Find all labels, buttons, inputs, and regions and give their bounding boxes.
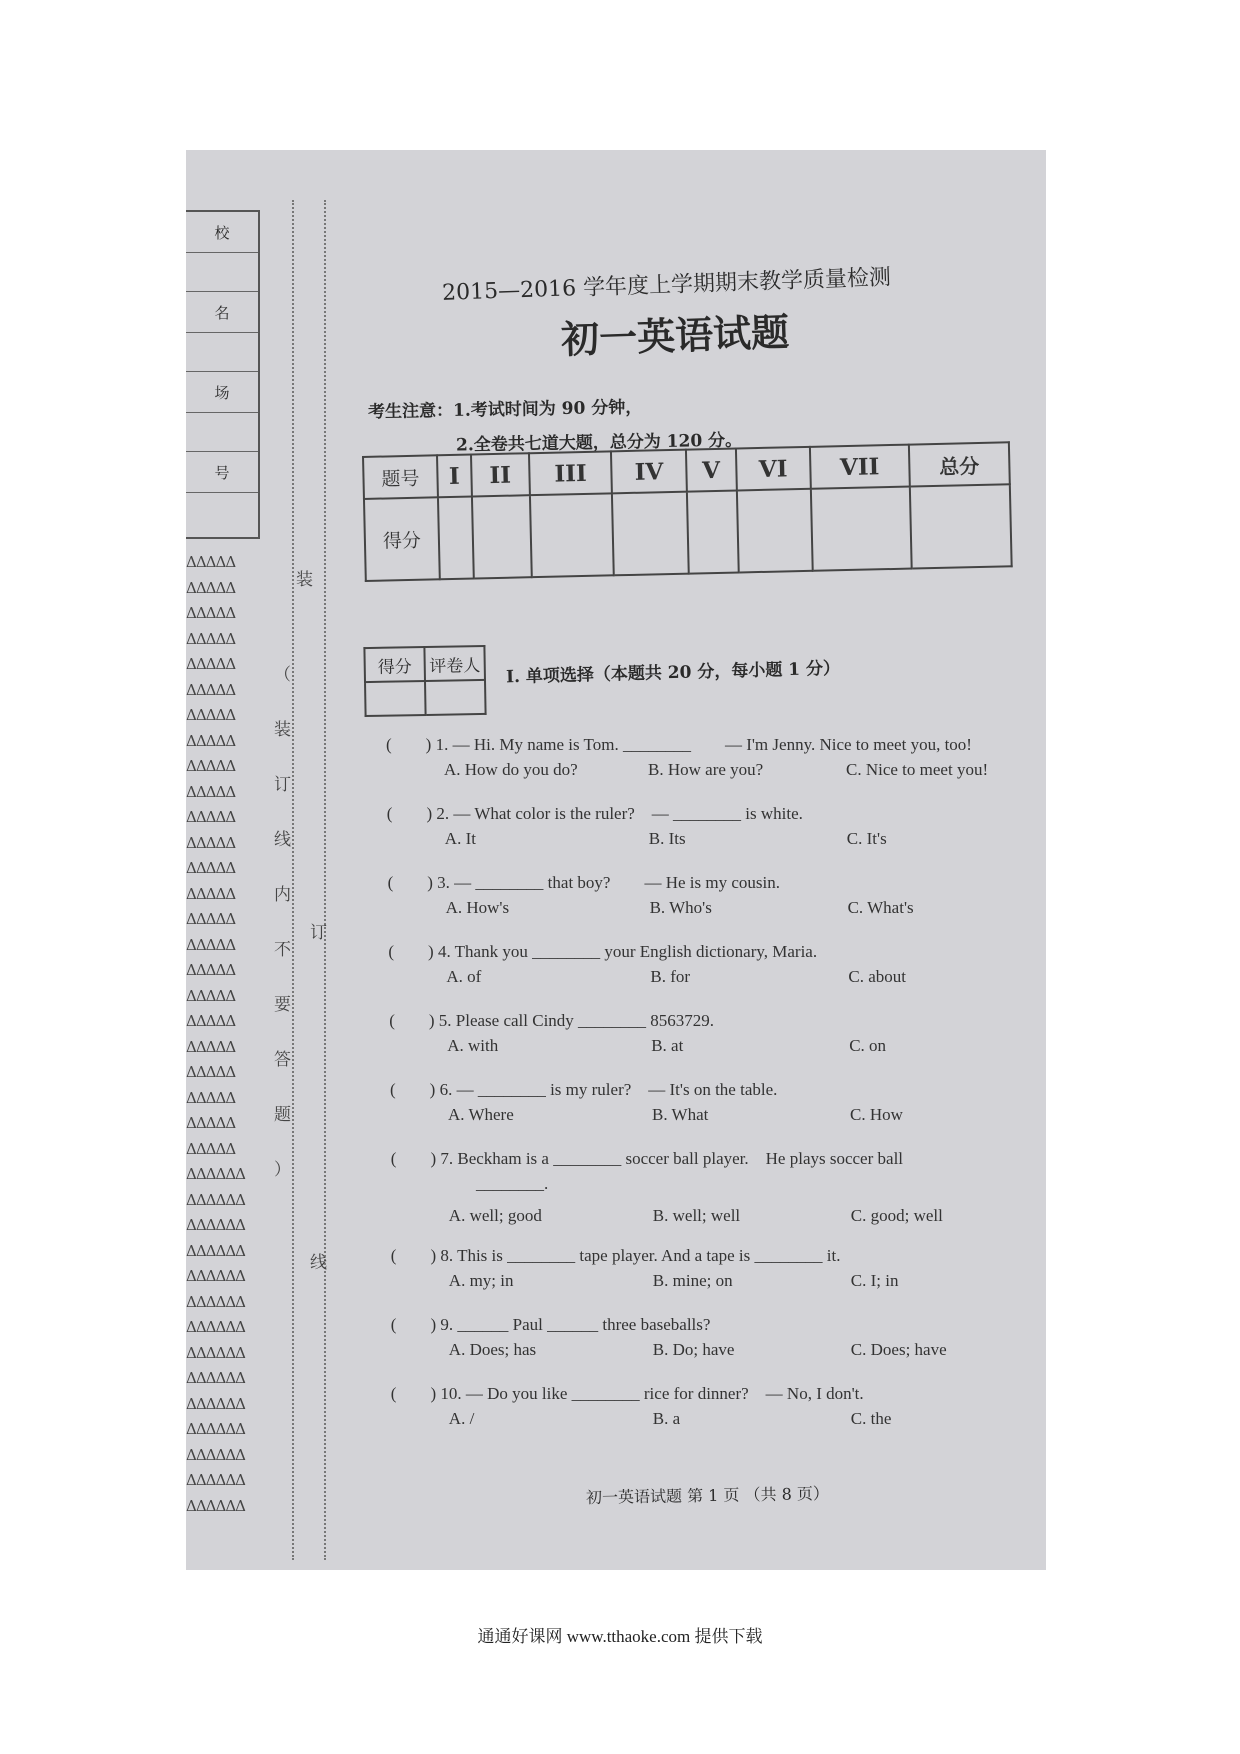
option-c[interactable]: C. How (850, 1105, 903, 1124)
binding-warning-char: 内 (274, 885, 291, 905)
option-a[interactable]: A. of (446, 967, 482, 986)
triangle-row: ΔΔΔΔΔ (186, 884, 236, 903)
option-c[interactable]: C. What's (847, 898, 914, 917)
triangle-row: ΔΔΔΔΔ (186, 706, 236, 724)
option-a[interactable]: A. well; good (448, 1206, 542, 1225)
score-cell[interactable] (910, 484, 1012, 568)
triangle-row: ΔΔΔΔΔ (186, 935, 236, 954)
binding-warning-char: 装 (274, 720, 291, 740)
score-cell[interactable] (530, 493, 614, 577)
triangle-row: ΔΔΔΔΔ (186, 1114, 236, 1132)
score-col-header: IV (611, 450, 686, 494)
grader-header-score: 得分 (364, 647, 425, 682)
question-stem (391, 1241, 841, 1266)
exam-header-line: 2015—2016 学年度上学期期末教学质量检测 (441, 265, 892, 306)
question-stem (387, 799, 803, 824)
score-cell[interactable] (736, 489, 812, 573)
score-col-header: V (686, 449, 737, 492)
option-b[interactable]: B. for (650, 967, 691, 986)
option-b[interactable]: B. well; well (652, 1206, 741, 1225)
question-text: 10. — Do you like ________ rice for dinner? — No, I don't. (440, 1384, 864, 1403)
triangle-row: ΔΔΔΔΔ (186, 553, 236, 571)
question-stem (391, 1379, 864, 1404)
triangle-row: ΔΔΔΔΔ (186, 604, 236, 622)
grader-cell[interactable] (365, 681, 426, 716)
download-note: 通通好课网 www.tthaoke.com 提供下载 (477, 1627, 763, 1646)
triangle-row: ΔΔΔΔΔ (186, 655, 236, 673)
answer-paren[interactable]: ( ) (388, 942, 434, 961)
question-text: 2. — What color is the ruler? — ________ is white. (436, 804, 803, 823)
binding-warning-char: 线 (274, 830, 291, 850)
info-label-number: 号 (186, 452, 258, 493)
option-b[interactable]: B. at (651, 1036, 684, 1055)
triangle-row: ΔΔΔΔΔ (186, 1012, 236, 1030)
info-blank (186, 413, 258, 452)
question-stem (389, 1006, 714, 1031)
notice-line-1: 考生注意：1.考试时间为 90 分钟， (367, 397, 643, 423)
answer-paren[interactable]: ( ) (390, 1384, 437, 1403)
triangle-row: ΔΔΔΔΔΔ (186, 1394, 245, 1413)
triangle-row: ΔΔΔΔΔΔ (186, 1190, 245, 1209)
score-col-header: VI (735, 447, 810, 491)
option-b[interactable]: B. a (652, 1409, 681, 1428)
triangle-row: ΔΔΔΔΔ (186, 629, 236, 648)
option-a[interactable]: A. How's (445, 898, 510, 917)
option-b[interactable]: B. Do; have (652, 1340, 735, 1359)
score-row-label: 题号 (363, 455, 438, 499)
binding-warning-char: 订 (274, 775, 291, 795)
binding-outer-char: 订 (310, 923, 327, 943)
score-table (362, 441, 1013, 582)
binding-outer-char: 装 (296, 570, 313, 590)
info-label-school: 校 (186, 212, 258, 253)
binding-warning-char: （ (274, 665, 291, 685)
grader-cell[interactable] (425, 680, 486, 715)
question-text: 4. Thank you ________ your English dictionary, Maria. (437, 942, 818, 961)
triangle-row: ΔΔΔΔΔ (186, 782, 236, 801)
page-footer: 初一英语试题 第 1 页 （共 8 页） (585, 1483, 830, 1508)
binding-warning-char: 题 (274, 1105, 291, 1125)
question-text: 6. — ________ is my ruler? — It's on the table. (439, 1080, 778, 1099)
triangle-row: ΔΔΔΔΔΔ (186, 1471, 245, 1489)
notice-line-2: 2.全卷共七道大题，总分为 120 分。 (455, 430, 743, 456)
student-info-box (186, 210, 260, 539)
question-stem (388, 868, 780, 893)
answer-paren[interactable]: ( ) (390, 1246, 437, 1265)
option-b[interactable]: B. Who's (649, 898, 712, 917)
answer-paren[interactable]: ( ) (389, 1011, 435, 1030)
triangle-row: ΔΔΔΔΔ (186, 731, 236, 750)
score-cell[interactable] (472, 495, 532, 578)
triangle-row: ΔΔΔΔΔΔ (186, 1216, 245, 1234)
option-c[interactable]: C. the (850, 1409, 892, 1428)
triangle-row: ΔΔΔΔΔ (186, 1063, 236, 1081)
option-c[interactable]: C. about (848, 967, 906, 986)
score-cell[interactable] (811, 487, 912, 571)
answer-paren[interactable]: ( ) (390, 1149, 437, 1168)
triangle-row: ΔΔΔΔΔΔ (186, 1292, 245, 1311)
option-b[interactable]: B. Its (648, 829, 686, 848)
grader-header-grader: 评卷人 (424, 646, 485, 681)
triangle-row: ΔΔΔΔΔ (186, 859, 236, 877)
binding-line-outer (324, 200, 326, 1560)
option-c[interactable]: C. good; well (850, 1206, 943, 1225)
answer-paren[interactable]: ( ) (386, 804, 433, 823)
question-text: 1. — Hi. My name is Tom. ________ — I'm Jenny. Nice to meet you, too! (435, 735, 972, 754)
option-a[interactable]: A. How do you do? (444, 760, 578, 779)
triangle-row: ΔΔΔΔΔΔ (186, 1241, 245, 1260)
info-label-room: 场 (186, 372, 258, 413)
binding-warning-char: 不 (274, 940, 291, 960)
binding-line-inner (292, 200, 294, 1560)
triangle-row: ΔΔΔΔΔΔ (186, 1369, 245, 1387)
option-c[interactable]: C. on (849, 1036, 887, 1055)
triangle-row: ΔΔΔΔΔ (186, 757, 236, 775)
question-stem (391, 1310, 711, 1335)
triangle-row: ΔΔΔΔΔ (186, 680, 236, 699)
triangle-row: ΔΔΔΔΔΔ (186, 1318, 245, 1336)
score-row-label: 得分 (364, 497, 440, 581)
triangle-row: ΔΔΔΔΔΔ (186, 1445, 245, 1464)
question-text: 8. This is ________ tape player. And a tape is ________ it. (440, 1246, 841, 1265)
question-stem (390, 1075, 777, 1100)
score-cell[interactable] (438, 497, 473, 580)
triangle-row: ΔΔΔΔΔΔ (186, 1267, 245, 1285)
answer-paren[interactable]: ( ) (386, 735, 432, 754)
score-col-header-total: 总分 (909, 442, 1010, 486)
question-stem (386, 730, 972, 755)
triangle-row: ΔΔΔΔΔ (186, 1088, 236, 1107)
question-7-continuation: ________. (476, 1174, 549, 1193)
answer-paren[interactable]: ( ) (387, 873, 433, 892)
question-text: 7. Beckham is a ________ soccer ball player. He plays soccer ball (440, 1149, 904, 1168)
triangle-row: ΔΔΔΔΔΔ (186, 1496, 245, 1515)
question-text: 9. ______ Paul ______ three baseballs? (440, 1315, 711, 1334)
question-text: 3. — ________ that boy? — He is my cousin. (437, 873, 780, 892)
info-blank (186, 333, 258, 372)
score-col-header: I (437, 455, 472, 498)
score-cell[interactable] (612, 492, 688, 576)
option-a[interactable]: A. Does; has (448, 1340, 537, 1359)
option-a[interactable]: A. with (447, 1036, 499, 1055)
triangle-row: ΔΔΔΔΔ (186, 808, 236, 826)
option-a[interactable]: A. Where (448, 1105, 514, 1124)
triangle-row: ΔΔΔΔΔ (186, 1037, 236, 1056)
option-c[interactable]: C. Does; have (850, 1340, 947, 1359)
option-c[interactable]: C. It's (846, 829, 887, 848)
triangle-row: ΔΔΔΔΔ (186, 1139, 236, 1158)
option-c[interactable]: C. I; in (850, 1271, 899, 1290)
score-col-header: VII (810, 445, 910, 489)
question-stem (388, 937, 817, 962)
exam-subject-title: 初一英语试题 (560, 309, 790, 362)
option-b[interactable]: B. How are you? (648, 760, 764, 779)
exam-page-scan (186, 150, 1046, 1570)
triangle-row: ΔΔΔΔΔΔ (186, 1420, 245, 1438)
question-text: 5. Please call Cindy ________ 8563729. (438, 1011, 715, 1030)
answer-paren[interactable]: ( ) (390, 1315, 437, 1334)
triangle-row: ΔΔΔΔΔ (186, 578, 236, 597)
binding-warning-char: 要 (274, 995, 291, 1015)
info-blank (186, 493, 258, 531)
binding-outer-char: 线 (310, 1253, 327, 1273)
question-stem (391, 1144, 903, 1169)
option-c[interactable]: C. Nice to meet you! (846, 760, 989, 779)
triangle-row: ΔΔΔΔΔΔ (186, 1165, 245, 1183)
triangle-pattern (186, 550, 266, 1519)
score-cell[interactable] (687, 491, 739, 574)
option-a[interactable]: A. my; in (448, 1271, 514, 1290)
binding-warning-char: ） (274, 1160, 291, 1180)
info-label-name: 名 (186, 292, 258, 333)
grader-table (363, 645, 486, 717)
option-b[interactable]: B. What (652, 1105, 709, 1124)
score-col-header: III (529, 451, 613, 495)
info-blank (186, 253, 258, 292)
answer-paren[interactable]: ( ) (390, 1080, 436, 1099)
option-a[interactable]: A. It (444, 829, 476, 848)
triangle-row: ΔΔΔΔΔ (186, 986, 236, 1005)
option-a[interactable]: A. / (448, 1409, 475, 1428)
triangle-row: ΔΔΔΔΔ (186, 961, 236, 979)
option-b[interactable]: B. mine; on (652, 1271, 733, 1290)
triangle-row: ΔΔΔΔΔΔ (186, 1343, 245, 1362)
score-col-header: II (471, 453, 530, 496)
triangle-row: ΔΔΔΔΔ (186, 833, 236, 852)
section-title: I. 单项选择（本题共 20 分，每小题 1 分） (505, 658, 841, 688)
binding-warning-char: 答 (274, 1050, 291, 1070)
triangle-row: ΔΔΔΔΔ (186, 910, 236, 928)
